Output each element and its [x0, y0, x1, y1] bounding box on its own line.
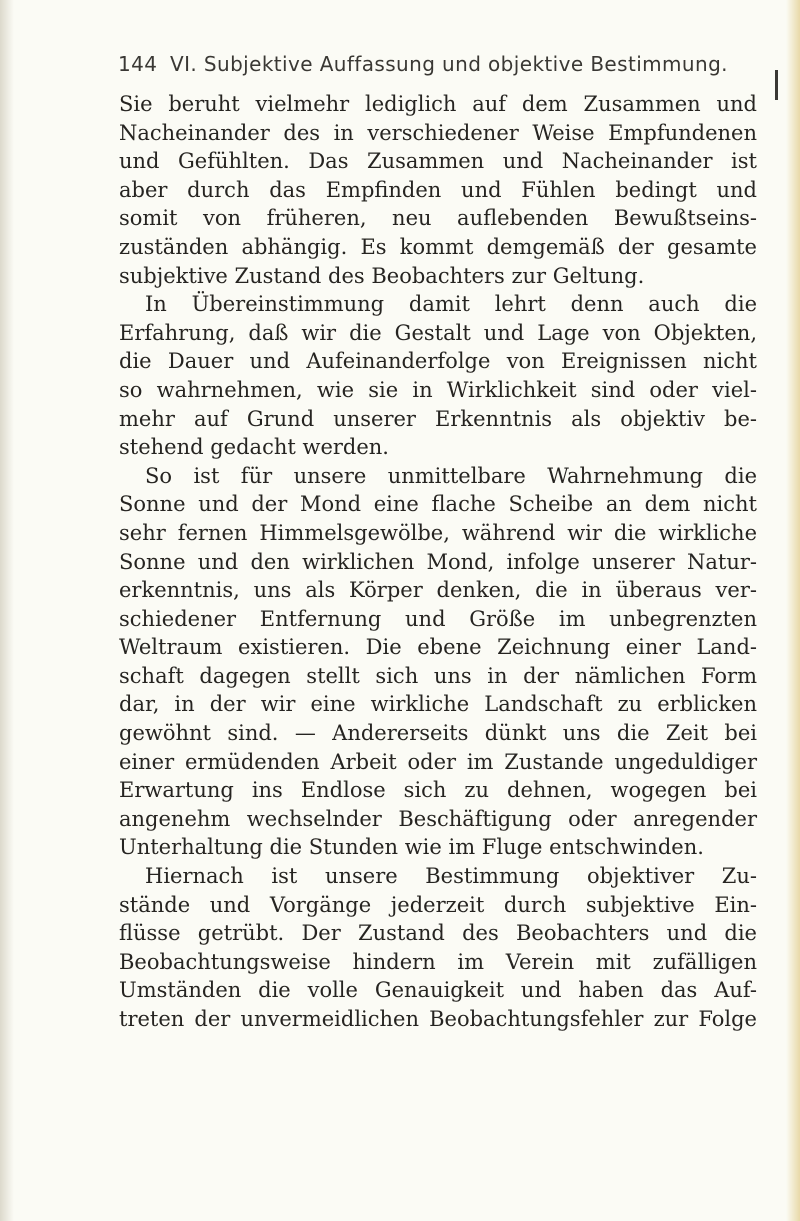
page-number: 144 — [118, 52, 158, 76]
text-line: somit von früheren, neu auflebenden Bewußtseins- — [119, 206, 757, 231]
text-line: aber durch das Empfinden und Fühlen bedingt und — [119, 177, 757, 202]
text-line: Sonne und der Mond eine flache Scheibe an dem nicht — [119, 492, 757, 517]
text-line: zuständen abhängig. Es kommt demgemäß der gesamte — [119, 234, 757, 259]
body-text — [119, 90, 757, 1034]
text-line: Unterhaltung die Stunden wie im Fluge entschwinden. — [119, 835, 704, 860]
text-line: erkenntnis, uns als Körper denken, die in überaus ver- — [119, 578, 757, 603]
text-line: subjektive Zustand des Beobachters zur Geltung. — [119, 263, 645, 288]
text-line: und Gefühlten. Das Zusammen und Nacheinander ist — [119, 149, 757, 174]
text-line: Sonne und den wirklichen Mond, infolge unserer Natur- — [119, 549, 757, 574]
text-line: gewöhnt sind. — Andererseits dünkt uns die Zeit bei — [119, 721, 757, 746]
text-line: sehr fernen Himmelsgewölbe, während wir die wirkliche — [119, 520, 757, 545]
text-line: Weltraum existieren. Die ebene Zeichnung einer Land- — [119, 635, 757, 660]
text-line: treten der unvermeidlichen Beobachtungsfehler zur Folge — [119, 1007, 757, 1031]
text-line: stehend gedacht werden. — [119, 435, 389, 460]
text-line: einer ermüdenden Arbeit oder im Zustande ungeduldiger — [119, 749, 757, 774]
text-line: flüsse getrübt. Der Zustand des Beobachters und die — [119, 921, 757, 946]
running-header — [118, 52, 778, 82]
text-line: mehr auf Grund unserer Erkenntnis als objektiv be- — [119, 406, 757, 431]
text-line: Umständen die volle Genauigkeit und haben das Auf- — [119, 978, 757, 1003]
text-line: In Übereinstimmung damit lehrt denn auch die — [145, 292, 757, 317]
text-line: So ist für unsere unmittelbare Wahrnehmung die — [145, 463, 757, 488]
text-line: Beobachtungsweise hindern im Verein mit zufälligen — [119, 949, 757, 974]
text-line: schaft dagegen stellt sich uns in der nämlichen Form — [119, 663, 757, 688]
text-line: so wahrnehmen, wie sie in Wirklichkeit sind oder viel- — [119, 377, 757, 402]
page-right-shadow — [786, 0, 800, 1221]
text-line: schiedener Entfernung und Größe im unbegrenzten — [119, 606, 757, 631]
text-line: Sie beruht vielmehr lediglich auf dem Zusammen und — [119, 92, 757, 116]
text-line: die Dauer und Aufeinanderfolge von Ereignissen nicht — [119, 349, 757, 374]
text-line: dar, in der wir eine wirkliche Landschaft zu erblicken — [119, 692, 757, 717]
text-line: Hiernach ist unsere Bestimmung objektiver Zu- — [145, 864, 757, 889]
header-rule-mark — [775, 70, 778, 100]
text-line: Nacheinander des in verschiedener Weise Empfundenen — [119, 120, 757, 145]
running-title: VI. Subjektive Auffassung und objektive Bestimmung. — [170, 52, 728, 76]
page-left-shadow — [0, 0, 14, 1221]
text-line: angenehm wechselnder Beschäftigung oder anregender — [119, 806, 757, 831]
text-line: Erwartung ins Endlose sich zu dehnen, wogegen bei — [119, 778, 757, 803]
text-line: stände und Vorgänge jederzeit durch subjektive Ein- — [119, 892, 757, 917]
text-line: Erfahrung, daß wir die Gestalt und Lage von Objekten, — [119, 320, 757, 345]
